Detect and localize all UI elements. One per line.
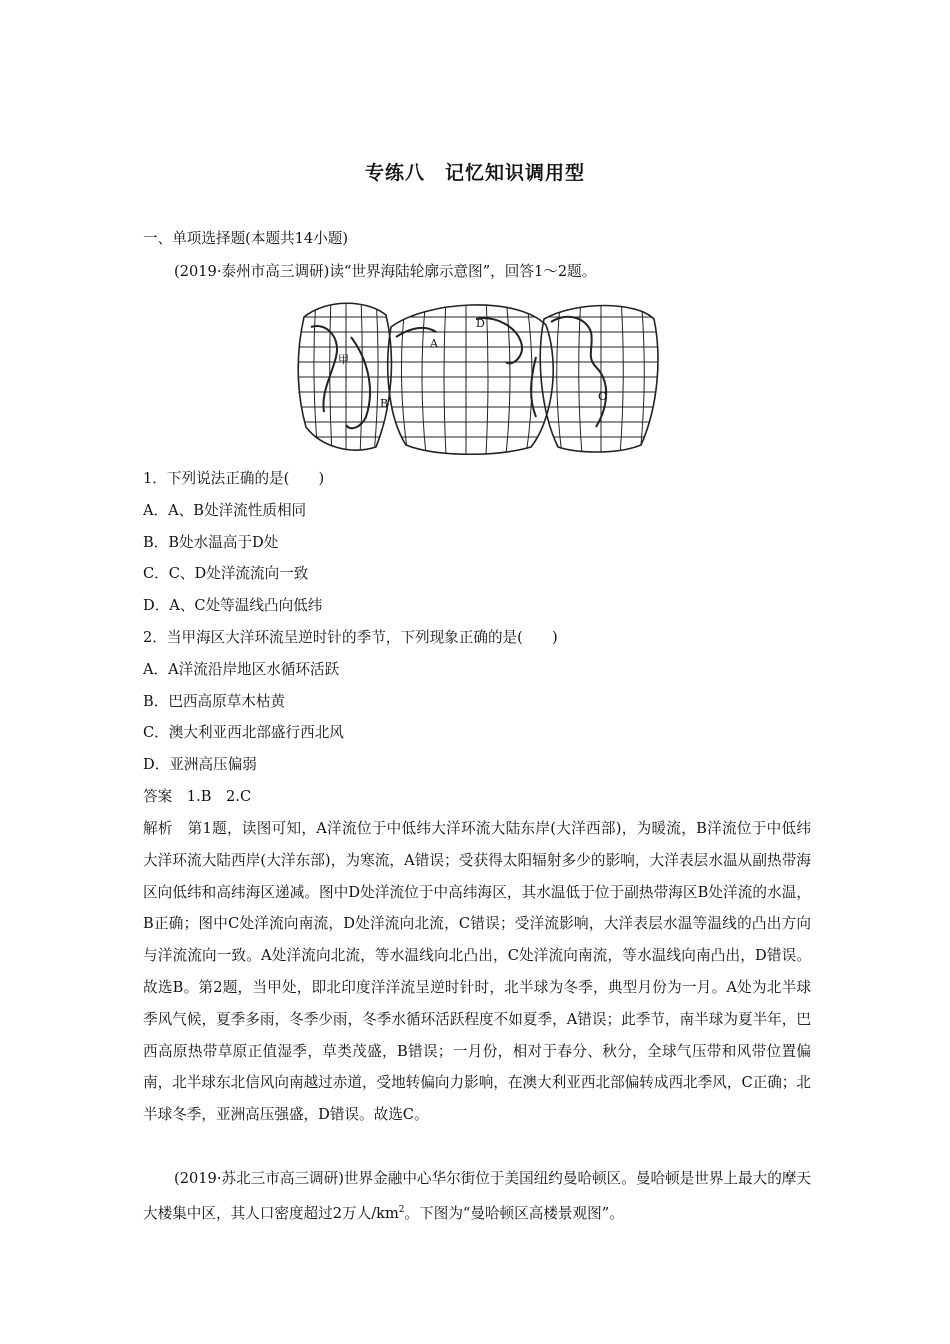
q1-option-c: C．C、D处洋流流向一致: [143, 565, 309, 582]
q1-option-b: B．B处水温高于D处: [143, 534, 279, 551]
map-label-d: D: [476, 317, 485, 330]
map-label-jia: 甲: [338, 353, 349, 366]
analysis-paragraph: 解析 第1题，读图可知，A洋流位于中低纬大洋环流大陆东岸(大洋西部)，为暖流，B洋流位于中低纬大洋环流大陆西岸(大洋东部)，为寒流，A错误；受获得太阳辐射多少的影响，大洋表层水温从副热带海区向低纬和高纬海区递减。图中D处洋流位于中高纬海区，其水温低于位于副热带海区B处洋流的水温，B正确；图中C处洋流向南流，D处洋流向北流，C错误；受洋流影响，大洋表层水温等温线的凸出方向与洋流流向一致。A处洋流向北流，等水温线向北凸出，C处洋流向南流，等水温线向南凸出，D错误。故选B。第2题，当甲处，即北印度洋洋流呈逆时针时，北半球为冬季，典型月份为一月。A处为北半球季风气候，夏季多雨，冬季少雨，冬季水循环活跃程度不如夏季，A错误；此季节，南半球为夏半年，巴西高原热带草原正值湿季，草类茂盛，B错误；一月份，相对于春分、秋分，全球气压带和风带位置偏南，北半球东北信风向南越过赤道，受地转偏向力影响，在澳大利亚西北部偏转成西北季风，C正确；北半球冬季，亚洲高压强盛，D错误。故选C。: [143, 820, 811, 1124]
section-heading: 一、单项选择题(本题共14小题): [143, 230, 349, 247]
q2-stem: 2．当甲海区大洋环流呈逆时针的季节，下列现象正确的是( ): [143, 629, 558, 646]
q1-option-d: D．A、C处等温线凸向低纬: [143, 597, 323, 614]
q2-option-a: A．A洋流沿岸地区水循环活跃: [143, 661, 340, 678]
q1-option-a: A．A、B处洋流性质相同: [143, 502, 307, 519]
q2-option-c: C．澳大利亚西北部盛行西北风: [143, 724, 344, 741]
question-intro: (2019·泰州市高三调研)读“世界海陆轮廓示意图”，回答1～2题。: [174, 263, 597, 280]
map-label-b: B: [380, 397, 389, 410]
question-intro-2: [143, 1163, 811, 1229]
intro2-text: (2019·苏北三市高三调研)世界金融中心华尔街位于美国纽约曼哈顿区。曼哈顿是世界上最大的摩天大楼集中区，其人口密度超过2万人/km: [143, 1170, 811, 1222]
intro2-tail: 。下图为“曼哈顿区高楼景观图”。: [404, 1204, 624, 1222]
q2-option-d: D．亚洲高压偏弱: [143, 756, 257, 773]
q2-option-b: B．巴西高原草木枯黄: [143, 693, 286, 710]
world-map-figure: [296, 297, 660, 455]
map-label-a: A: [430, 337, 438, 350]
map-label-c: C: [598, 390, 607, 403]
intro2-sup: 2: [398, 1204, 405, 1215]
page-title: 专练八 记忆知识调用型: [364, 162, 585, 184]
answer-line: 答案 1.B 2.C: [143, 788, 252, 805]
q1-stem: 1．下列说法正确的是( ): [143, 470, 325, 487]
